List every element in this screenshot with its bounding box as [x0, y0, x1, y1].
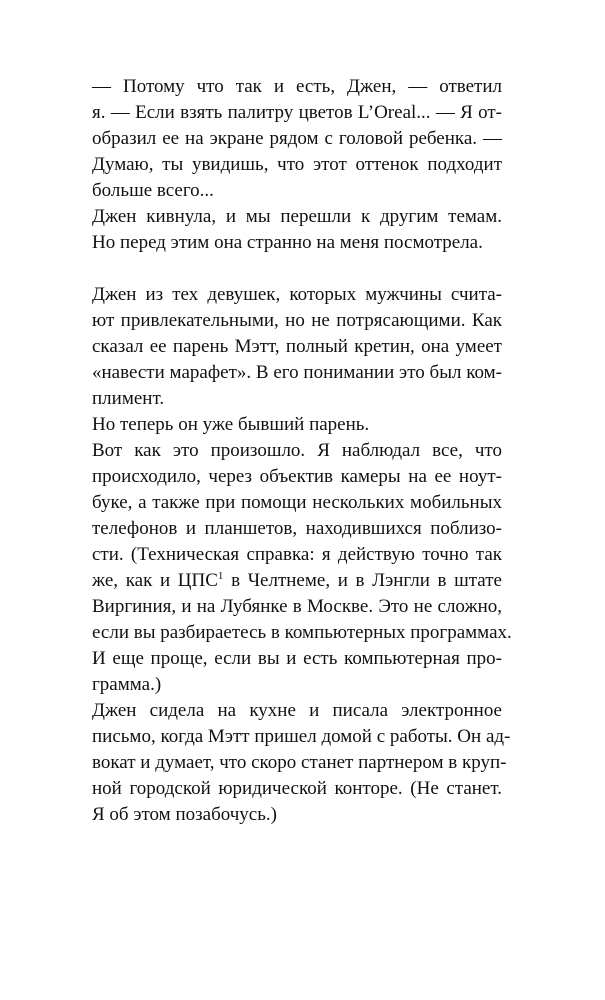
text-segment: в Челтнеме, и в Лэнгли в штате [223, 570, 502, 591]
text-line: Я об этом позабочусь.) [92, 804, 277, 825]
text-line: грамма.) [92, 674, 162, 695]
text-line: происходило, через объектив камеры на ее ноут- [92, 466, 502, 487]
text-line: если вы разбираетесь в компьютерных программах. [92, 622, 512, 643]
text-line: образил ее на экране рядом с головой ребенка. — [92, 128, 502, 149]
text-line: ют привлекательными, но не потрясающими. Как [92, 310, 502, 331]
text-line: — Потому что так и есть, Джен, — ответил [92, 76, 502, 97]
text-segment: же, как и ЦПС [92, 570, 218, 591]
text-line: Но перед этим она странно на меня посмотрела. [92, 232, 483, 253]
text-line: письмо, когда Мэтт пришел домой с работы. Он ад- [92, 726, 511, 747]
text-line: Джен сидела на кухне и писала электронное [92, 700, 502, 721]
text-line: Но теперь он уже бывший парень. [92, 414, 370, 435]
footnote-reference: 1 [217, 570, 224, 582]
text-line: буке, а также при помощи нескольких мобильных [92, 492, 502, 513]
text-line-with-footnote [92, 568, 502, 594]
text-line: телефонов и планшетов, находившихся поблизо- [92, 518, 502, 539]
text-line: Вот как это произошло. Я наблюдал все, что [92, 440, 502, 461]
text-line: Виргиния, и на Лубянке в Москве. Это не сложно, [92, 596, 502, 617]
text-line: «навести марафет». В его понимании это был ком- [92, 362, 502, 383]
text-line: Джен кивнула, и мы перешли к другим темам. [92, 206, 502, 227]
text-line: ной городской юридической конторе. (Не станет. [92, 778, 502, 799]
text-line: вокат и думает, что скоро станет партнером в круп- [92, 752, 507, 773]
text-line: плимент. [92, 388, 165, 409]
text-line: И еще проще, если вы и есть компьютерная про- [92, 648, 502, 669]
text-line: я. — Если взять палитру цветов L’Oreal... — Я от- [92, 102, 502, 123]
text-line: Джен из тех девушек, которых мужчины счита- [92, 284, 502, 305]
text-line: сти. (Техническая справка: я действую точно так [92, 544, 502, 565]
text-line: Думаю, ты увидишь, что этот оттенок подходит [92, 154, 502, 175]
text-line: больше всего... [92, 180, 214, 201]
text-line: сказал ее парень Мэтт, полный кретин, она умеет [92, 336, 502, 357]
